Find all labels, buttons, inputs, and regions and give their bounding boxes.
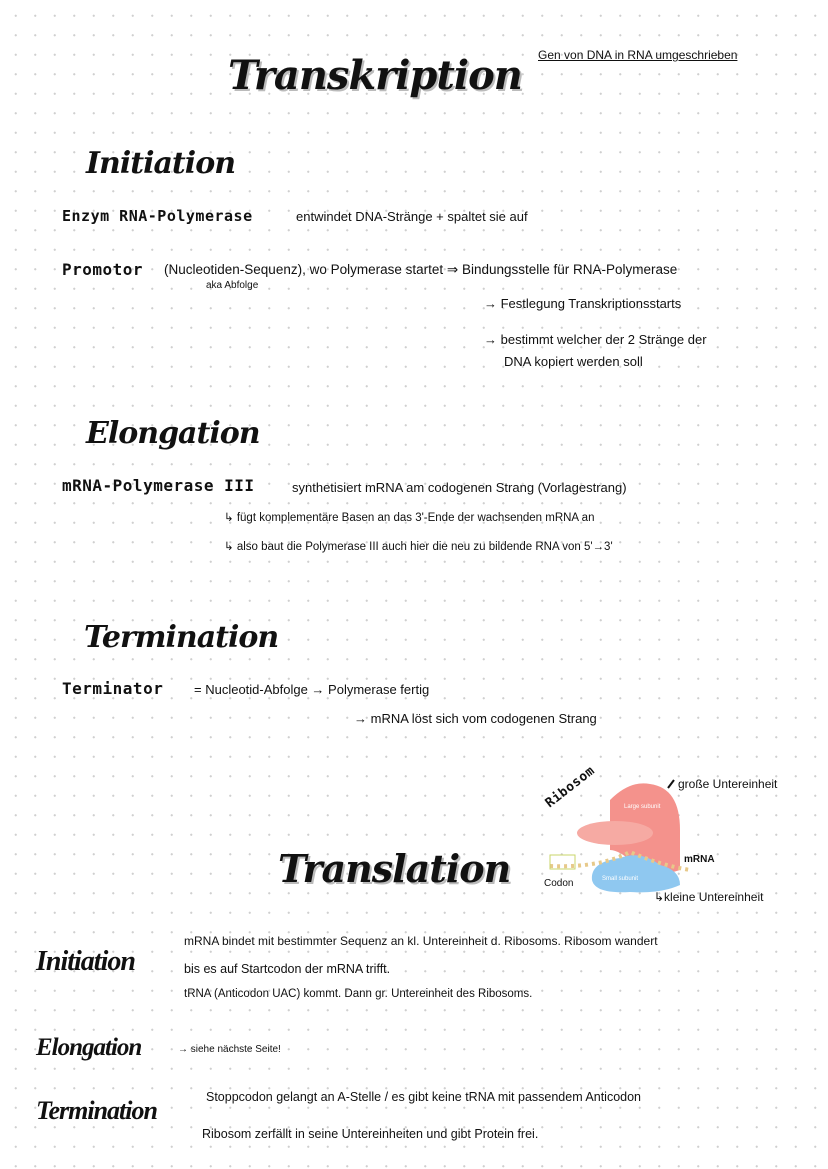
translation-initiation-heading: Initiation — [36, 946, 135, 977]
elongation-term: mRNA-Polymerase III — [62, 476, 255, 495]
large-subunit-caption: große Untereinheit — [678, 777, 778, 791]
promotor-term: Promotor — [62, 260, 144, 279]
small-subunit-caption: ↳kleine Untereinheit — [654, 890, 764, 904]
translation-initiation-line: tRNA (Anticodon UAC) kommt. Dann gr. Untereinheit des Ribosoms. — [184, 988, 533, 1000]
large-subunit-label: Large subunit — [624, 804, 661, 810]
termination-heading: Termination — [84, 620, 279, 655]
terminator-term: Terminator — [62, 679, 164, 698]
promotor-bullet: → bestimmt welcher der 2 Stränge der — [484, 332, 707, 347]
enzym-term: Enzym RNA-Polymerase — [62, 207, 253, 225]
promotor-text: (Nucleotiden-Sequenz), wo Polymerase startet ⇒ Bindungsstelle für RNA-Polymerase — [164, 262, 678, 277]
elongation-bullet: ↳ fügt komplementäre Basen an das 3'-Ende der wachsenden mRNA an — [224, 512, 595, 524]
translation-termination-heading: Termination — [36, 1096, 157, 1125]
page-title: Transkription — [228, 52, 522, 99]
small-subunit-label: Small subunit — [602, 876, 639, 882]
mrna-label: mRNA — [684, 854, 715, 865]
ribosome-diagram — [540, 770, 820, 910]
terminator-text2: → mRNA löst sich vom codogenen Strang — [354, 711, 597, 726]
elongation-text: synthetisiert mRNA am codogenen Strang (Vorlagestrang) — [292, 480, 627, 495]
elongation-bullet: ↳ also baut die Polymerase III auch hier die neu zu bildende RNA von 5'→3' — [224, 541, 613, 553]
ribosom-label: Ribosom — [542, 763, 598, 811]
promotor-bullet: → Festlegung Transkriptionsstarts — [484, 296, 682, 311]
translation-title: Translation — [278, 846, 511, 891]
translation-elongation-text: → siehe nächste Seite! — [178, 1044, 281, 1055]
enzym-text: entwindet DNA-Stränge + spaltet sie auf — [296, 209, 528, 224]
large-subunit-lip — [577, 821, 653, 845]
terminator-text: = Nucleotid-Abfolge → Polymerase fertig — [194, 682, 430, 697]
promotor-sub: aka Abfolge — [206, 280, 259, 291]
arrow-icon — [668, 780, 674, 788]
title-note: Gen von DNA in RNA umgeschrieben — [538, 48, 738, 62]
promotor-bullet: DNA kopiert werden soll — [504, 354, 643, 369]
elongation-heading: Elongation — [86, 416, 260, 451]
translation-termination-line: Stoppcodon gelangt an A-Stelle / es gibt keine tRNA mit passendem Anticodon — [206, 1090, 641, 1104]
codon-label: Codon — [544, 878, 574, 889]
ribosome-illustration — [540, 770, 820, 910]
initiation-heading: Initiation — [86, 146, 236, 181]
translation-termination-line: Ribosom zerfällt in seine Untereinheiten und gibt Protein frei. — [202, 1127, 539, 1141]
translation-initiation-line: bis es auf Startcodon der mRNA trifft. — [184, 962, 391, 976]
translation-elongation-heading: Elongation — [36, 1034, 142, 1061]
translation-initiation-line: mRNA bindet mit bestimmter Sequenz an kl. Untereinheit d. Ribosoms. Ribosom wandert — [184, 934, 658, 948]
